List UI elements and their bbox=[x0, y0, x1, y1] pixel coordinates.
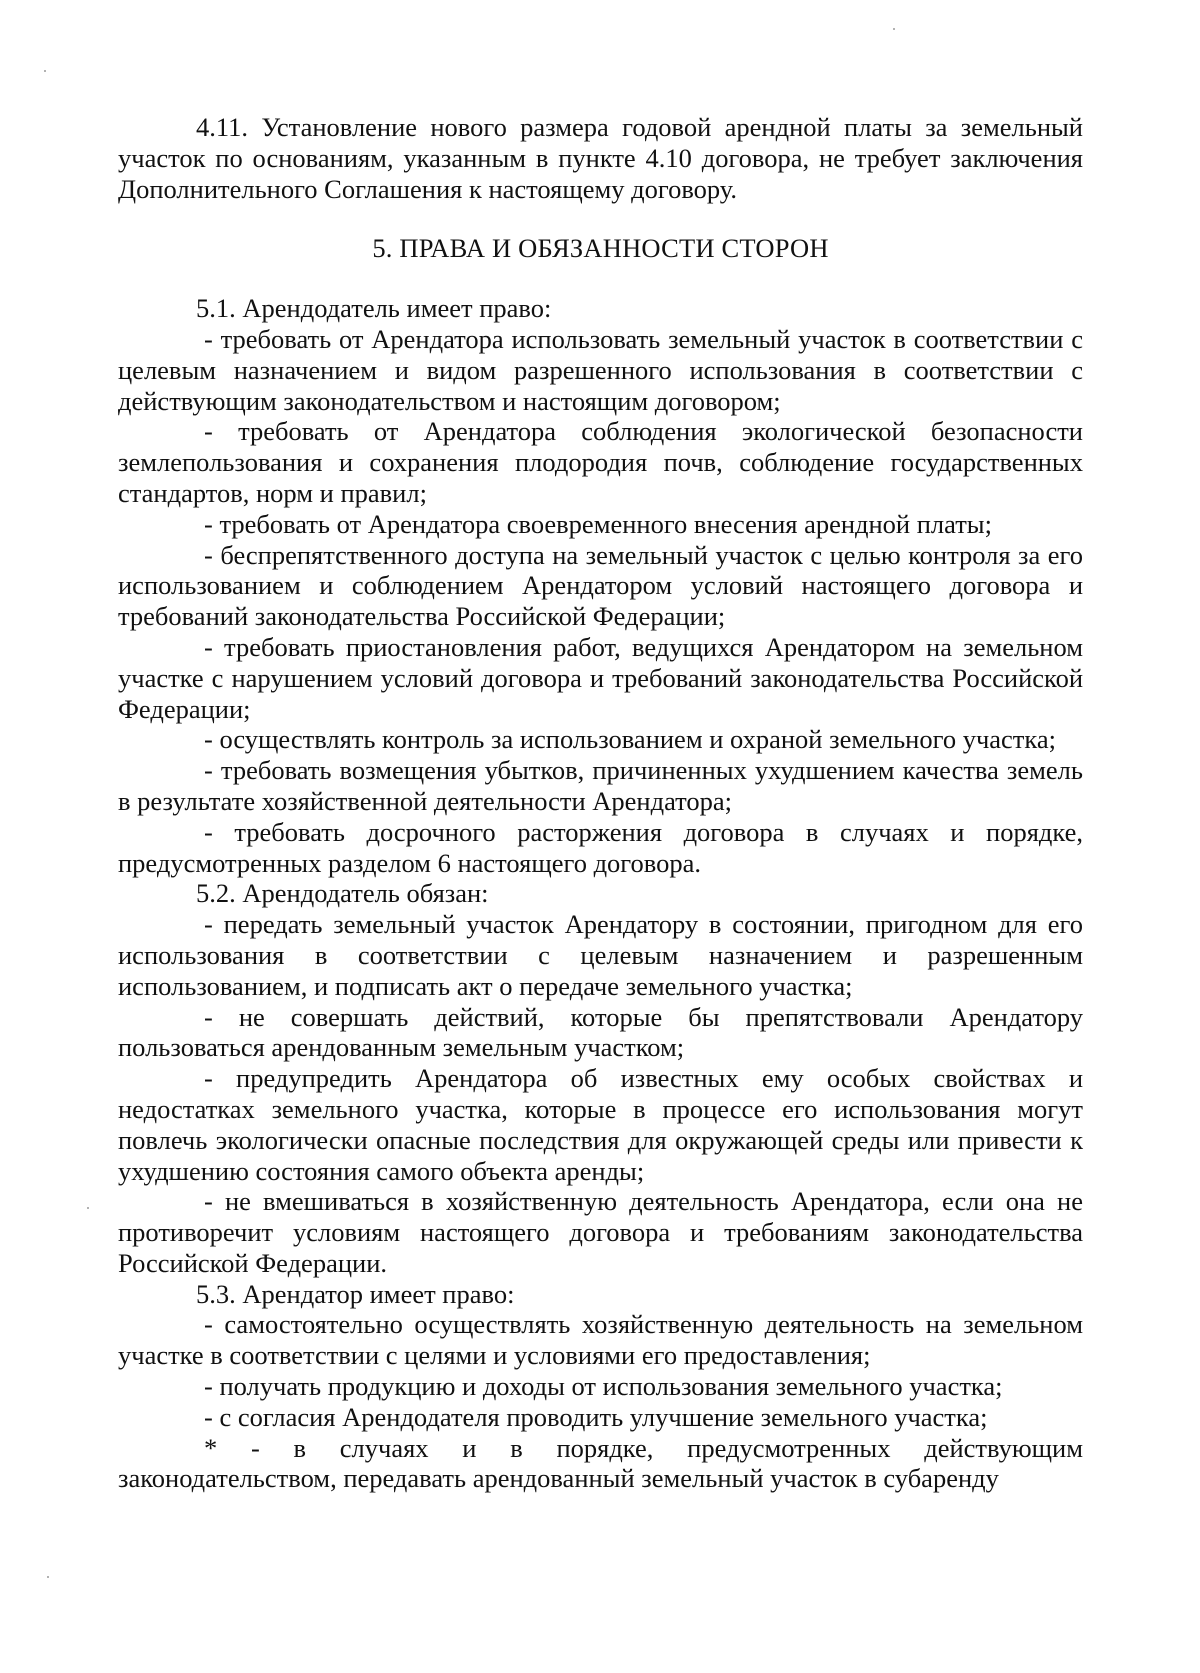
clause-item: - не совершать действий, которые бы препятствовали Арендатору пользоваться арендованным земельным участком; bbox=[118, 1001, 1083, 1063]
clause-item: - беспрепятственного доступа на земельный участок с целью контроля за его использованием и соблюдением Арендатором условий настоящего договора и требований законодательства Российской Федерации; bbox=[118, 539, 1083, 632]
clause-item: - требовать от Арендатора использовать земельный участок в соответствии с целевым назначением и видом разрешенного использования в соответствии с действующим законодательством и настоящим договором; bbox=[118, 323, 1083, 416]
clause-item: - самостоятельно осуществлять хозяйственную деятельность на земельном участке в соответствии с целями и условиями его предоставления; bbox=[118, 1309, 1083, 1371]
clause-5-1 bbox=[118, 293, 1083, 878]
clause-item: - требовать от Арендатора соблюдения экологической безопасности землепользования и сохранения плодородия почв, соблюдение государственных стандартов, норм и правил; bbox=[118, 416, 1083, 508]
clause-item: - требовать приостановления работ, ведущихся Арендатором на земельном участке с нарушением условий договора и требований законодательства Российской Федерации; bbox=[118, 631, 1083, 724]
scan-speck bbox=[87, 1207, 89, 1209]
clause-item: - требовать от Арендатора своевременного внесения арендной платы; bbox=[204, 508, 992, 539]
clause-item: - требовать досрочного расторжения договора в случаях и порядке, предусмотренных разделом 6 настоящего договора. bbox=[118, 816, 1083, 878]
clause-item: * - в случаях и в порядке, предусмотренных действующим законодательством, передавать арендованный земельный участок в субаренду bbox=[118, 1432, 1083, 1494]
clause-5-3 bbox=[118, 1279, 1083, 1495]
scan-speck bbox=[893, 28, 895, 30]
clause-item: - не вмешиваться в хозяйственную деятельность Арендатора, если она не противоречит условиям настоящего договора и требованиям законодательства Российской Федерации. bbox=[118, 1186, 1083, 1278]
clause-title: 5.3. Арендатор имеет право: bbox=[196, 1278, 515, 1309]
scan-speck bbox=[47, 1576, 49, 1578]
clause-5-2 bbox=[118, 878, 1083, 1278]
section-heading: 5. ПРАВА И ОБЯЗАННОСТИ СТОРОН bbox=[372, 233, 829, 264]
clause-title: 5.1. Арендодатель имеет право: bbox=[196, 293, 552, 324]
clause-item: - получать продукцию и доходы от использования земельного участка; bbox=[204, 1371, 1003, 1402]
paragraph-4-11: 4.11. Установление нового размера годовой арендной платы за земельный участок по основаниям, указанным в пункте 4.10 договора, не требует заключения Дополнительного Соглашения к настоящему договору. bbox=[118, 112, 1083, 204]
clause-item: - осуществлять контроль за использованием и охраной земельного участка; bbox=[204, 724, 1056, 755]
clause-item: - передать земельный участок Арендатору в состоянии, пригодном для его использования в соответствии с целевым назначением и разрешенным использованием, и подписать акт о передаче земельного участка; bbox=[118, 909, 1083, 1001]
scan-speck bbox=[44, 70, 46, 72]
document-page bbox=[118, 112, 1083, 1494]
clause-item: - предупредить Арендатора об известных ему особых свойствах и недостатках земельного участка, которые в процессе его использования могут повлечь экологически опасные последствия для окружающей среды или привести к ухудшению состояния самого объекта аренды; bbox=[118, 1063, 1083, 1186]
clause-item: - требовать возмещения убытков, причиненных ухудшением качества земель в результате хозяйственной деятельности Арендатора; bbox=[118, 755, 1083, 816]
clause-title: 5.2. Арендодатель обязан: bbox=[196, 878, 489, 909]
clause-item: - с согласия Арендодателя проводить улучшение земельного участка; bbox=[204, 1401, 988, 1432]
